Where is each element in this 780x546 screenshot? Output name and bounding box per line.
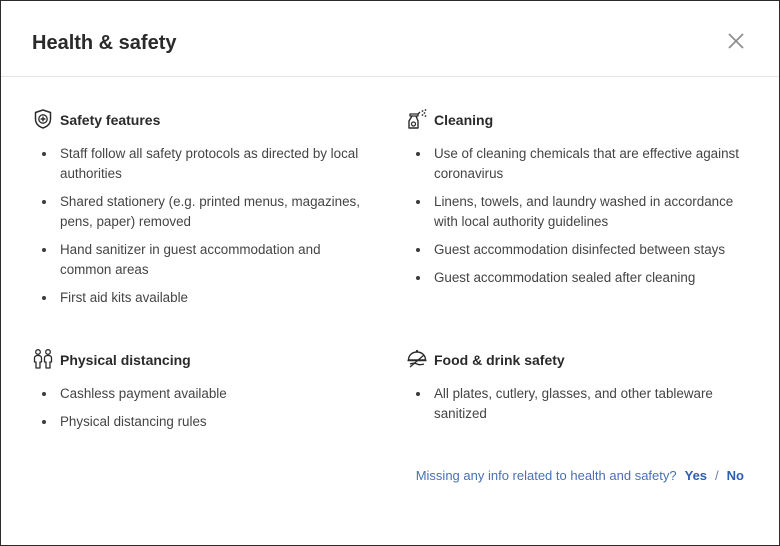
section-title: Safety features (60, 112, 161, 128)
section-list (32, 144, 372, 316)
list-item-text: Guest accommodation disinfected between stays (434, 242, 726, 257)
list-item-text: Use of cleaning chemicals that are effective against coronavirus (434, 146, 739, 181)
section-list (406, 384, 746, 432)
list-item (32, 240, 372, 280)
list-item-text: All plates, cutlery, glasses, and other tableware sanitized (434, 386, 713, 421)
spray-bottle-icon (406, 108, 428, 130)
bullet (416, 248, 420, 252)
dialog-header (1, 1, 779, 77)
section-food-drink-safety (406, 348, 756, 421)
list-item-text: Linens, towels, and laundry washed in accordance with local authority guidelines (434, 194, 734, 229)
bullet (42, 392, 46, 396)
section-title: Cleaning (434, 112, 494, 128)
bullet (42, 296, 46, 300)
feedback-prompt (416, 467, 744, 485)
covered-dish-icon (406, 348, 428, 370)
section-list (406, 144, 746, 296)
list-item (32, 144, 372, 184)
section-title: Physical distancing (60, 352, 191, 368)
close-icon (725, 30, 747, 52)
list-item (32, 384, 372, 404)
section-title: Food & drink safety (434, 352, 565, 368)
section-header (406, 348, 756, 372)
section-physical-distancing (32, 348, 382, 429)
list-item-text: Guest accommodation sealed after cleaning (434, 270, 696, 285)
bullet (42, 248, 46, 252)
bullet (416, 276, 420, 280)
list-item-text: Staff follow all safety protocols as directed by local authorities (60, 146, 359, 181)
bullet (416, 152, 420, 156)
list-item (32, 192, 372, 232)
list-item (32, 288, 372, 308)
list-item-text: Shared stationery (e.g. printed menus, magazines, pens, paper) removed (60, 194, 360, 229)
list-item-text: Physical distancing rules (60, 414, 207, 429)
feedback-separator: / (715, 468, 719, 483)
section-header (406, 108, 756, 132)
bullet (416, 200, 420, 204)
list-item (406, 268, 746, 288)
list-item (406, 384, 746, 424)
dialog-title: Health & safety (32, 32, 177, 54)
list-item (406, 192, 746, 232)
feedback-yes-link[interactable]: Yes (684, 468, 708, 483)
list-item (406, 240, 746, 260)
list-item-text: Cashless payment available (60, 386, 227, 401)
section-header (32, 108, 382, 132)
list-item-text: First aid kits available (60, 290, 189, 305)
shield-cross-icon (32, 108, 54, 130)
feedback-question: Missing any info related to health and safety? (415, 468, 677, 483)
list-item (406, 144, 746, 184)
list-item (32, 412, 372, 432)
bullet (416, 392, 420, 396)
bullet (42, 420, 46, 424)
bullet (42, 152, 46, 156)
section-cleaning (406, 108, 756, 285)
feedback-no-link[interactable]: No (726, 468, 744, 483)
people-distancing-icon (32, 348, 54, 370)
section-list (32, 384, 372, 440)
list-item-text: Hand sanitizer in guest accommodation and common areas (60, 242, 321, 277)
close-button[interactable] (725, 30, 747, 52)
section-header (32, 348, 382, 372)
bullet (42, 200, 46, 204)
section-safety-features (32, 108, 382, 305)
